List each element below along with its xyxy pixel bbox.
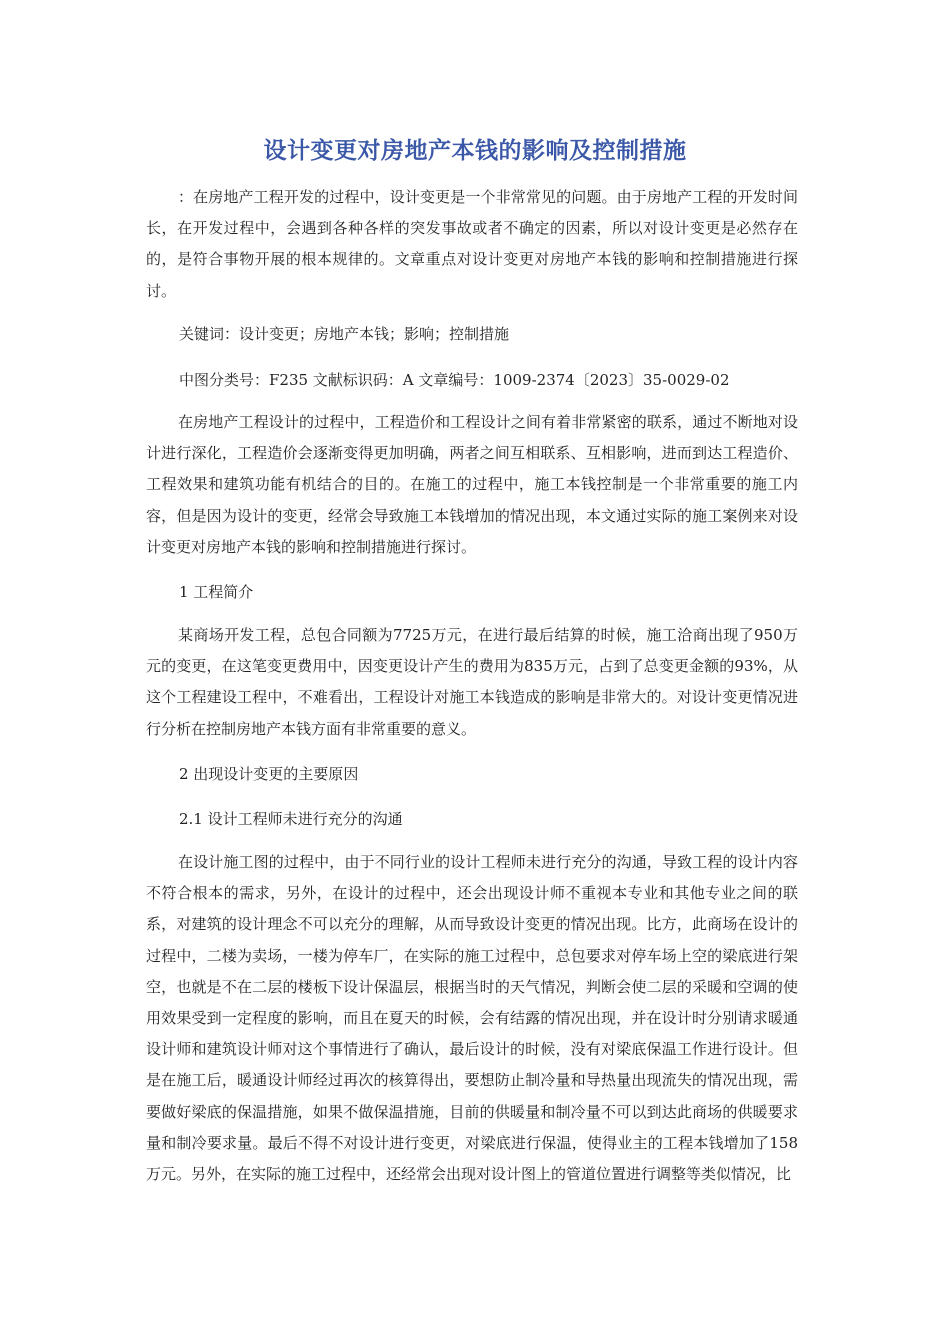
document-title: 设计变更对房地产本钱的影响及控制措施 — [263, 137, 687, 164]
intro-paragraph: 在房地产工程设计的过程中，工程造价和工程设计之间有着非常紧密的联系，通过不断地对设计进行深化，工程造价会逐渐变得更加明确，两者之间互相联系、互相影响，进而到达工程造价、工程效果和建筑功能有机结合的目的。在施工的过程中，施工本钱控制是一个非常重要的施工内容，但是因为设计的变更，经常会导致施工本钱增加的情况出现，本文通过实际的施工案例来对设计变更对房地产本钱的影响和控制措施进行探讨。 — [146, 413, 798, 556]
section-2-heading: 2 出现设计变更的主要原因 — [179, 765, 359, 783]
section-1-paragraph: 某商场开发工程，总包合同额为7725万元，在进行最后结算的时候，施工洽商出现了950万元的变更，在这笔变更费用中，因变更设计产生的费用为835万元，占到了总变更金额的93%，从这个工程建设工程中，不难看出，工程设计对施工本钱造成的影响是非常大的。对设计变更情况进行分析在控制房地产本钱方面有非常重要的意义。 — [146, 626, 798, 738]
keywords-line: 关键词：设计变更；房地产本钱；影响；控制措施 — [179, 325, 510, 343]
section-2-1-heading: 2.1 设计工程师未进行充分的沟通 — [179, 810, 403, 828]
classification-line: 中图分类号：F235 文献标识码：A 文章编号：1009-2374〔2023〕35-0029-02 — [179, 371, 730, 389]
section-2-1-paragraph: 在设计施工图的过程中，由于不同行业的设计工程师未进行充分的沟通，导致工程的设计内容不符合根本的需求，另外，在设计的过程中，还会出现设计师不重视本专业和其他专业之间的联系，对建筑的设计理念不可以充分的理解，从而导致设计变更的情况出现。比方，此商场在设计的过程中，二楼为卖场，一楼为停车厂，在实际的施工过程中，总包要求对停车场上空的梁底进行架空，也就是不在二层的楼板下设计保温层，根据当时的天气情况，判断会使二层的采暖和空调的使用效果受到一定程度的影响，而且在夏天的时候，会有结露的情况出现，并在设计时分别请求暖通设计师和建筑设计师对这个事情进行了确认，最后设计的时候，没有对梁底保温工作进行设计。但是在施工后，暖通设计师经过再次的核算得出，要想防止制冷量和导热量出现流失的情况出现，需要做好梁底的保温措施，如果不做保温措施，目前的供暖量和制冷量不可以到达此商场的供暖要求量和制冷要求量。最后不得不对设计进行变更，对梁底进行保温，使得业主的工程本钱增加了158万元。另外，在实际的施工过程中，还经常会出现对设计图上的管道位置进行调整等类似情况，比 — [146, 853, 798, 1184]
section-1-heading: 1 工程简介 — [179, 583, 254, 601]
abstract-paragraph: ：在房地产工程开发的过程中，设计变更是一个非常常见的问题。由于房地产工程的开发时间长，在开发过程中，会遇到各种各样的突发事故或者不确定的因素，所以对设计变更是必然存在的，是符合事物开展的根本规律的。文章重点对设计变更对房地产本钱的影响和控制措施进行探讨。 — [146, 188, 798, 300]
